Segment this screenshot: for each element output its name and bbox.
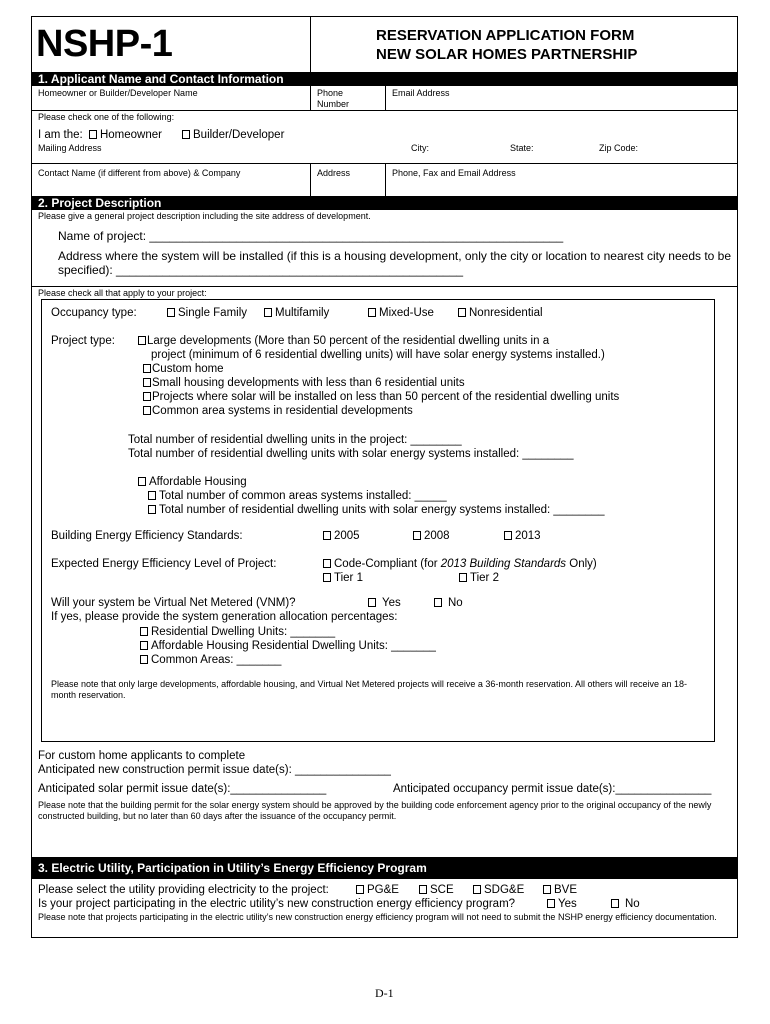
participating-question: Is your project participating in the electric utility’s new construction energy efficiency program?	[38, 898, 516, 910]
contact-name-label: Contact Name (if different from above) & Company	[38, 168, 241, 178]
custom-complete-label: For custom home applicants to complete	[38, 750, 246, 762]
builder-label: Builder/Developer	[193, 129, 285, 141]
large-dev-checkbox[interactable]	[138, 336, 146, 345]
code-compliant-standard: 2013 Building Standards	[440, 558, 567, 570]
eel-tier2	[459, 571, 499, 585]
bees-2005-checkbox[interactable]	[323, 531, 331, 540]
divider	[32, 286, 737, 287]
vnm-no-label: No	[448, 597, 463, 609]
section3-header: 3. Electric Utility, Participation in Utility’s Energy Efficiency Program	[32, 857, 737, 879]
affordable-housing	[138, 475, 247, 489]
eel-label: Expected Energy Efficiency Level of Project:	[51, 558, 277, 570]
aff-units	[148, 503, 605, 517]
small-housing-label: Small housing developments with less than 6 residential units	[152, 377, 465, 389]
contact-address-label: Address	[317, 168, 351, 178]
vnm-res	[140, 625, 335, 639]
occ-single	[167, 306, 247, 320]
bve-label: BVE	[554, 884, 578, 896]
name-of-project: Name of project: ______________________________________________________________	[58, 229, 564, 243]
participation-note: Please note that projects participating in the electric utility’s new construction energy efficiency program will not need to submit the NSHP energy efficiency documentation.	[38, 912, 717, 922]
divider	[385, 163, 386, 196]
bees-2005	[323, 529, 360, 543]
multifamily-checkbox[interactable]	[264, 308, 272, 317]
pge-label: PG&E	[367, 884, 399, 896]
participating-yes-checkbox[interactable]	[547, 899, 555, 908]
participating-yes	[547, 897, 577, 911]
email-address-label: Email Address	[392, 88, 450, 98]
eel-tier1	[323, 571, 363, 585]
sdge-label: SDG&E	[484, 884, 525, 896]
bees-2013-label: 2013	[515, 530, 541, 542]
vnm-common-label: Common Areas: _______	[151, 654, 282, 666]
code-compliant-label: Code-Compliant (for	[334, 558, 441, 570]
aff-units-label: Total number of residential dwelling units with solar energy systems installed: ________	[159, 504, 605, 516]
nonresidential-label: Nonresidential	[469, 307, 543, 319]
vnm-no-checkbox[interactable]	[434, 598, 442, 607]
pt-small	[143, 376, 465, 390]
vnm-yes-label: Yes	[382, 597, 401, 609]
vnm-yes-checkbox[interactable]	[368, 598, 376, 607]
project-type-label: Project type:	[51, 335, 115, 347]
title-line-2: NEW SOLAR HOMES PARTNERSHIP	[376, 46, 638, 63]
tier2-checkbox[interactable]	[459, 573, 467, 582]
eel-code	[323, 557, 597, 571]
tier1-label: Tier 1	[334, 572, 363, 584]
divider	[385, 86, 386, 110]
title-line-1: RESERVATION APPLICATION FORM	[376, 27, 635, 44]
i-am-row	[38, 128, 162, 142]
nonresidential-checkbox[interactable]	[458, 308, 466, 317]
vnm-common	[140, 653, 281, 667]
aff-units-checkbox[interactable]	[148, 505, 156, 514]
vnm-aff-label: Affordable Housing Residential Dwelling Units: _______	[151, 640, 436, 652]
divider	[310, 86, 311, 110]
small-housing-checkbox[interactable]	[143, 378, 151, 387]
occ-multi	[264, 306, 329, 320]
bees-2013	[504, 529, 541, 543]
bees-2005-label: 2005	[334, 530, 360, 542]
bees-label: Building Energy Efficiency Standards:	[51, 530, 243, 542]
participating-no-label: No	[625, 898, 640, 910]
form-title	[376, 26, 637, 64]
common-area-checkbox[interactable]	[143, 406, 151, 415]
bees-2013-checkbox[interactable]	[504, 531, 512, 540]
large-dev-label-2: project (minimum of 6 residential dwelling units) will have solar energy systems installed.)	[151, 349, 605, 361]
anticipated-occupancy: Anticipated occupancy permit issue date(s):_______________	[393, 783, 712, 795]
homeowner-checkbox[interactable]	[89, 130, 97, 139]
bees-2008	[413, 529, 450, 543]
site-address-line1: Address where the system will be installed (if this is a housing development, only the city or location to nearest city needs to be	[58, 249, 732, 263]
vnm-yes	[368, 596, 401, 610]
mixed-use-checkbox[interactable]	[368, 308, 376, 317]
occupancy-label: Occupancy type:	[51, 307, 137, 319]
section1-header: 1. Applicant Name and Contact Information	[32, 72, 737, 86]
vnm-res-label: Residential Dwelling Units: _______	[151, 626, 336, 638]
anticipated-solar: Anticipated solar permit issue date(s):_______________	[38, 783, 327, 795]
utility-sdge	[473, 883, 524, 897]
single-family-checkbox[interactable]	[167, 308, 175, 317]
i-am-label: I am the:	[38, 129, 83, 141]
select-utility: Please select the utility providing electricity to the project:	[38, 884, 329, 896]
bees-2008-checkbox[interactable]	[413, 531, 421, 540]
occ-mixed	[368, 306, 434, 320]
mailing-address-label: Mailing Address	[38, 143, 102, 153]
vnm-question: Will your system be Virtual Net Metered (VNM)?	[51, 597, 296, 609]
utility-pge	[356, 883, 399, 897]
homeowner-name-label: Homeowner or Builder/Developer Name	[38, 88, 198, 98]
form-code: NSHP-1	[36, 23, 173, 65]
check-all-label: Please check all that apply to your project:	[38, 288, 207, 298]
aff-common-checkbox[interactable]	[148, 491, 156, 500]
vnm-common-checkbox[interactable]	[140, 655, 148, 664]
affordable-housing-checkbox[interactable]	[138, 477, 146, 486]
less-than-50-label: Projects where solar will be installed on less than 50 percent of the residential dwelling units	[152, 391, 620, 403]
vnm-aff	[140, 639, 436, 653]
state-label: State:	[510, 143, 534, 153]
large-dev-label: Large developments (More than 50 percent of the residential dwelling units in a	[147, 335, 550, 347]
city-label: City:	[411, 143, 429, 153]
section2-header: 2. Project Description	[32, 196, 737, 210]
total-units-solar: Total number of residential dwelling units with solar energy systems installed: ________	[128, 448, 574, 460]
total-units: Total number of residential dwelling units in the project: ________	[128, 434, 462, 446]
builder-checkbox[interactable]	[182, 130, 190, 139]
header-divider	[310, 16, 311, 72]
bees-2008-label: 2008	[424, 530, 450, 542]
aff-common-label: Total number of common areas systems installed: _____	[159, 490, 447, 502]
phone-number-label: Phone Number	[317, 88, 350, 109]
aff-common	[148, 489, 447, 503]
pge-checkbox[interactable]	[356, 885, 364, 894]
multifamily-label: Multifamily	[275, 307, 330, 319]
site-address-line2: specified): ____________________________________________________	[58, 263, 464, 277]
bve-checkbox[interactable]	[543, 885, 551, 894]
permit-note: Please note that the building permit for the solar energy system should be approved by the building code enforcement agency prior to the original occupancy of the newly constructed building, but no later than 60 days after the issuance of the occupancy permit.	[38, 800, 712, 821]
divider	[32, 110, 737, 111]
sdge-checkbox[interactable]	[473, 885, 481, 894]
phone-fax-email-label: Phone, Fax and Email Address	[392, 168, 516, 178]
tier1-checkbox[interactable]	[323, 573, 331, 582]
pt-common	[143, 404, 413, 418]
zip-label: Zip Code:	[599, 143, 639, 153]
tier2-label: Tier 2	[470, 572, 499, 584]
anticipated-construction: Anticipated new construction permit issue date(s): _______________	[38, 764, 391, 776]
utility-sce	[419, 883, 454, 897]
vnm-aff-checkbox[interactable]	[140, 641, 148, 650]
divider	[310, 163, 311, 196]
sce-checkbox[interactable]	[419, 885, 427, 894]
single-family-label: Single Family	[178, 307, 248, 319]
code-compliant-checkbox[interactable]	[323, 559, 331, 568]
mixed-use-label: Mixed-Use	[379, 307, 434, 319]
code-compliant-only: Only)	[566, 558, 597, 570]
pt-less50	[143, 390, 619, 404]
utility-bve	[543, 883, 577, 897]
check-one-label: Please check one of the following:	[38, 112, 175, 122]
project-intro: Please give a general project description including the site address of development.	[38, 211, 371, 221]
affordable-housing-label: Affordable Housing	[149, 476, 247, 488]
occ-nonres	[458, 306, 543, 320]
custom-home-label: Custom home	[152, 363, 224, 375]
builder-option	[182, 128, 284, 142]
vnm-no	[434, 596, 463, 610]
participating-no-checkbox[interactable]	[611, 899, 619, 908]
vnm-if-yes: If yes, please provide the system generation allocation percentages:	[51, 611, 398, 623]
custom-home-checkbox[interactable]	[143, 364, 151, 373]
reservation-note: Please note that only large developments, affordable housing, and Virtual Net Metered projects will receive a 36-month reservation. All others will receive an 18-month reservation.	[51, 679, 688, 700]
participating-yes-label: Yes	[558, 898, 577, 910]
page-number: D-1	[375, 986, 394, 1000]
sce-label: SCE	[430, 884, 454, 896]
pt-large	[138, 334, 549, 348]
less-than-50-checkbox[interactable]	[143, 392, 151, 401]
common-area-label: Common area systems in residential developments	[152, 405, 413, 417]
homeowner-label: Homeowner	[99, 129, 162, 141]
vnm-res-checkbox[interactable]	[140, 627, 148, 636]
pt-custom	[143, 362, 224, 376]
participating-no	[611, 897, 640, 911]
